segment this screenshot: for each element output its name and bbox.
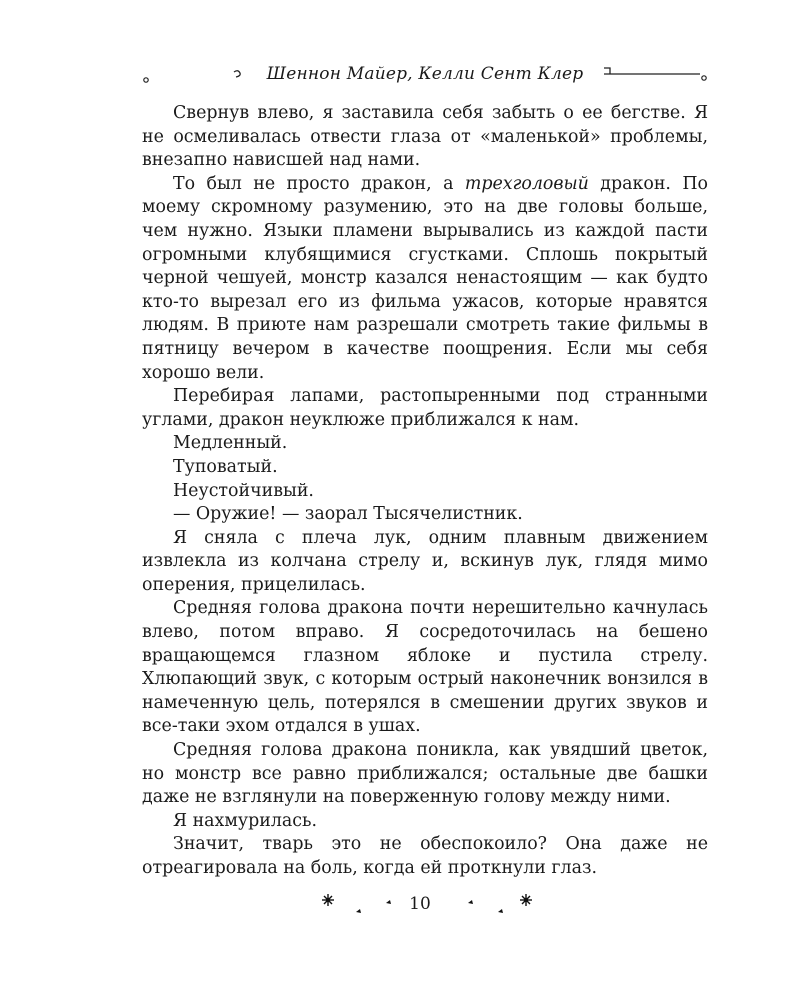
page-number: 10 xyxy=(409,894,431,914)
paragraph: Медленный. xyxy=(173,433,288,454)
header-ornament-right-icon xyxy=(600,62,710,88)
paragraph: Перебирая лапами, растопыренными под странными углами, дракон неуклюже приближался к нам. xyxy=(142,386,708,430)
running-header xyxy=(140,60,710,90)
paragraph: Свернув влево, я заставила себя забыть о ее бегстве. Я не осмеливалась отвести глаза от «маленькой» проблемы, внезапно нависшей над нами. xyxy=(142,103,708,171)
paragraph: Я сняла с плеча лук, одним плавным движением извлекла из колчана стрелу и, вскинув лук, глядя мимо оперения, прицелилась. xyxy=(142,527,708,595)
footer-ornament-right-icon xyxy=(454,888,546,918)
paragraph xyxy=(142,173,708,385)
paragraph: Туповатый. xyxy=(173,456,278,477)
italic-word: трехголовый xyxy=(464,173,589,194)
paragraph-text: То был не просто дракон, а xyxy=(173,173,465,194)
paragraph: Неустойчивый. xyxy=(173,480,314,501)
paragraph: — Оружие! — заорал Тысячелистник. xyxy=(173,504,523,525)
paragraph: Значит, тварь это не обеспокоило? Она даже не отреагировала на боль, когда ей проткнули глаз. xyxy=(142,834,708,878)
book-page-text xyxy=(142,102,708,881)
paragraph: Я нахмурилась. xyxy=(173,810,317,831)
paragraph: Средняя голова дракона почти нерешительно качнулась влево, потом вправо. Я сосредоточилась на бешено вращающемся глазном яблоке и пустила стрелу. Хлюпающий звук, с которым острый наконечник вонзился в намеченную цель, потерялся в смешении других звуков и все-таки эхом отдался в ушах. xyxy=(142,598,708,737)
page-footer xyxy=(300,888,540,918)
paragraph: Средняя голова дракона поникла, как увядший цветок, но монстр все равно приближался; остальные две башки даже не взглянули на поверженную голову между ними. xyxy=(142,740,708,808)
paragraph-text: дракон. По моему скромному разумению, это на две головы больше, чем нужно. Языки пламени вырывались из каждой пасти огромными клубящимися сгустками. Сплошь покрытый черной чешуей, монстр казался ненастоящим — как будто кто-то вырезал его из фильма ужасов, которые нравятся людям. В приюте нам разрешали смотреть такие фильмы в пятницу вечером в качестве поощрения. Если мы себя хорошо вели. xyxy=(142,173,709,383)
running-title: Шеннон Майер, Келли Сент Клер xyxy=(266,64,584,84)
